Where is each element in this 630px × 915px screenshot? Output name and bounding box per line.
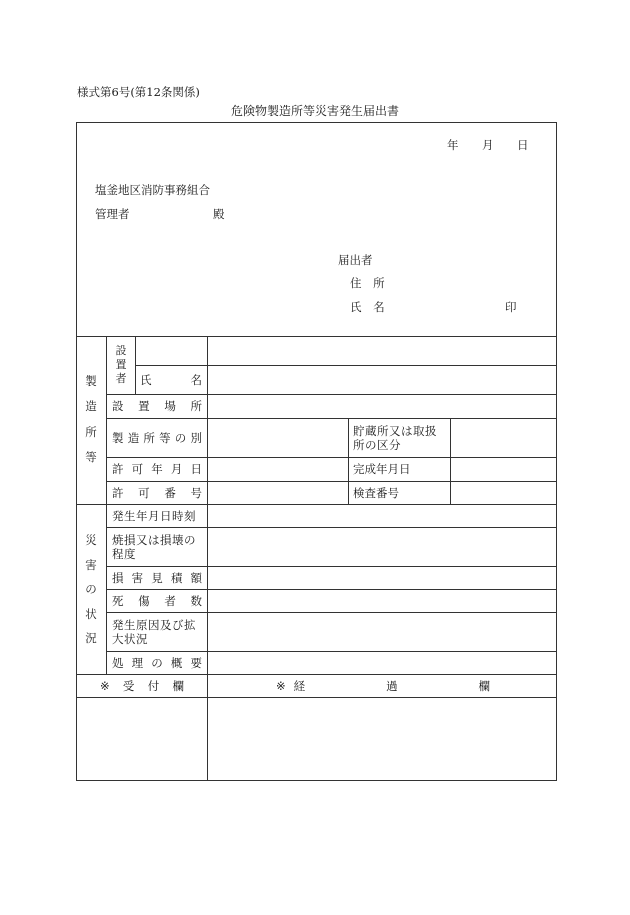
date-year: 年 xyxy=(447,138,459,152)
inspection-number-label: 検査番号 xyxy=(353,485,399,500)
casualties-label: 死 傷 者 数 xyxy=(112,593,202,608)
permit-date-label: 許 可 年 月 日 xyxy=(112,462,202,476)
disaster-group-char-5: 況 xyxy=(85,631,97,645)
occurrence-datetime-label: 発生年月日時刻 xyxy=(112,508,196,523)
installer-char-3: 者 xyxy=(115,372,127,385)
form-title: 危険物製造所等災害発生届出書 xyxy=(230,104,399,118)
addressee-role: 管理者 xyxy=(95,207,130,221)
cause-label xyxy=(112,612,204,651)
permit-number-label: 許 可 番 号 xyxy=(112,485,202,500)
installer-name-label: 氏 名 xyxy=(140,372,202,387)
progress-heading: ※ 経 過 欄 xyxy=(276,678,490,693)
storage-category-text: 貯蔵所又は取扱所の区分 xyxy=(353,423,437,452)
addressee-honorific: 殿 xyxy=(213,207,225,221)
facility-group-char-3: 所 xyxy=(85,424,97,439)
reception-heading: ※ 受 付 欄 xyxy=(100,678,184,693)
installer-char-2: 置 xyxy=(115,358,127,371)
damage-degree-label xyxy=(112,527,204,566)
loss-estimate-label: 損 害 見 積 額 xyxy=(112,570,202,585)
facility-type-label: 製 造 所 等 の 別 xyxy=(112,430,202,445)
location-label: 設 置 場 所 xyxy=(112,399,202,413)
installer-char-1: 設 xyxy=(115,344,127,357)
facility-group-char-2: 造 xyxy=(85,399,97,414)
disaster-group-label xyxy=(82,533,100,645)
installer-label xyxy=(113,344,129,386)
seal-mark: 印 xyxy=(505,300,517,314)
addressee-org: 塩釜地区消防事務組合 xyxy=(95,183,210,197)
form-id: 様式第6号(第12条関係) xyxy=(77,85,200,99)
facility-group-char-4: 等 xyxy=(85,449,97,464)
disaster-group-char-1: 災 xyxy=(85,533,97,547)
applicant-name-label: 氏 名 xyxy=(350,300,385,314)
completion-date-label: 完成年月日 xyxy=(353,462,411,476)
facility-group-label xyxy=(82,374,100,464)
disaster-group-char-3: の xyxy=(85,582,97,596)
facility-group-char-1: 製 xyxy=(85,374,97,388)
applicant-label: 届出者 xyxy=(338,253,373,267)
date-month: 月 xyxy=(482,138,494,152)
applicant-address-label: 住 所 xyxy=(350,276,385,290)
disaster-group-char-2: 害 xyxy=(85,557,97,572)
disaster-group-char-4: 状 xyxy=(85,606,97,621)
damage-degree-text: 焼損又は損壊の程度 xyxy=(112,532,196,561)
cause-text: 発生原因及び拡大状況 xyxy=(112,617,196,646)
handling-summary-label: 処 理 の 概 要 xyxy=(112,655,202,670)
date-day: 日 xyxy=(517,138,529,152)
storage-category-label xyxy=(353,418,447,457)
